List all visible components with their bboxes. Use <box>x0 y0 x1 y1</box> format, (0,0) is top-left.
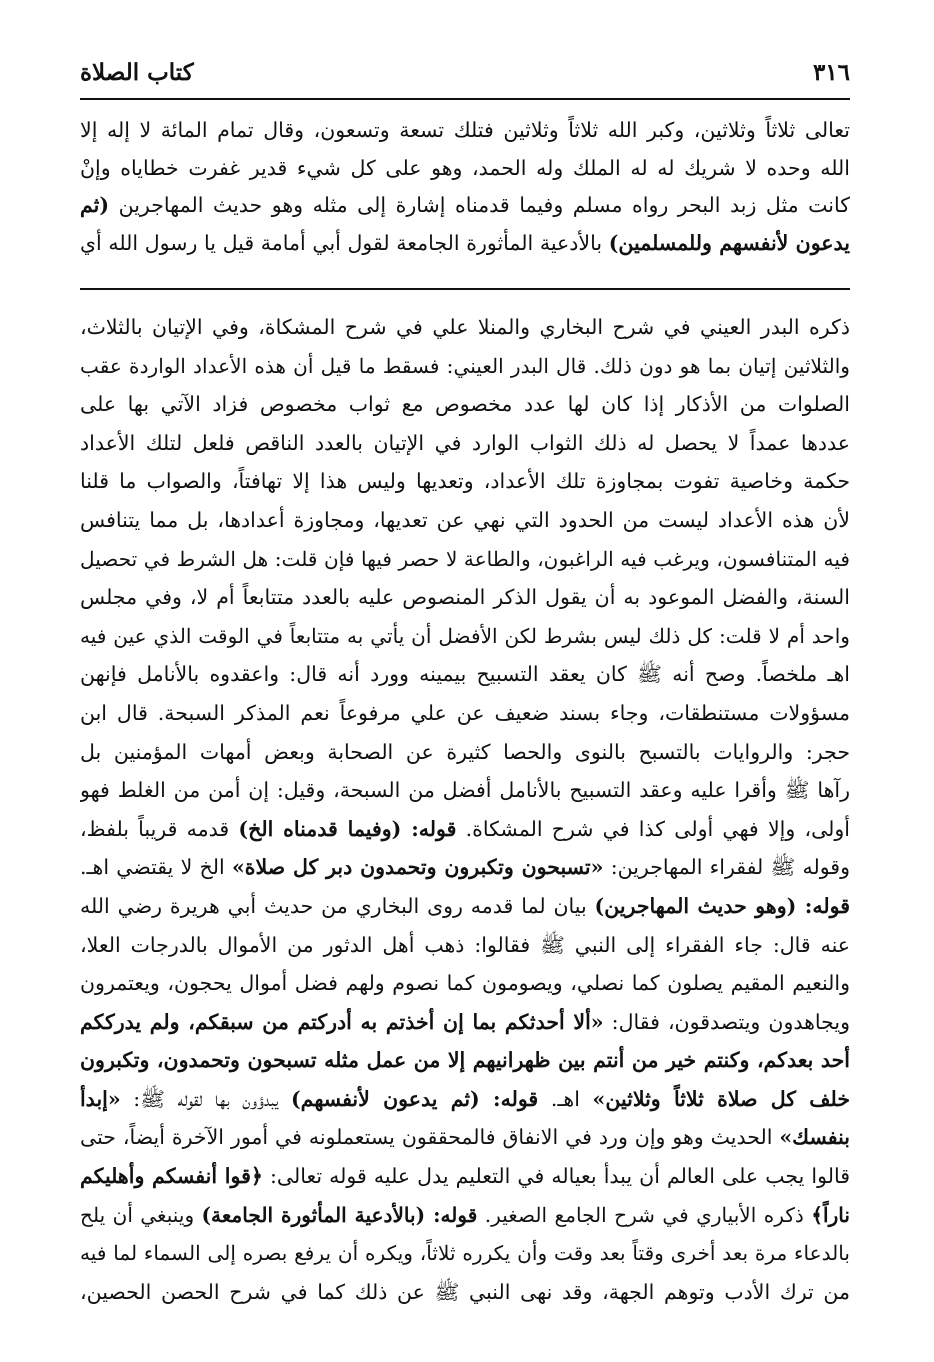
bold-phrase: «تسبحون وتكبرون وتحمدون دبر كل صلاة» <box>231 855 604 880</box>
commentary-line <box>80 926 850 965</box>
commentary-line <box>80 1157 850 1196</box>
text-run: رآها ﷺ وأقرا عليه وعقد التسبيح بالأنامل أفضل من السبحة، وقيل: إن أمن من الغلط فهو <box>80 778 850 803</box>
commentary-line <box>80 1003 850 1042</box>
header-divider <box>80 98 850 100</box>
text-run: تعالى ثلاثاً وثلاثين، وكبر الله ثلاثاً وثلاثين فتلك تسعة وتسعون، وقال تمام المائة لا إله إلا <box>80 118 850 142</box>
bold-phrase: قوله: (وهو حديث المهاجرين) <box>594 893 850 918</box>
bold-phrase: «إبدأ <box>80 1086 121 1111</box>
main-text-line <box>80 187 850 225</box>
commentary-line <box>80 501 850 540</box>
commentary-line <box>80 1080 850 1119</box>
main-text-line <box>80 150 850 188</box>
commentary-line <box>80 1273 850 1312</box>
text-run: كانت مثل زبد البحر رواه مسلم وفيما قدمناه إشارة إلى مثله وهو حديث المهاجرين <box>109 193 850 217</box>
bold-phrase: قوله: (بالأدعية المأثورة الجامعة) <box>201 1202 478 1227</box>
main-text <box>80 112 850 262</box>
text-run: والثلاثين إتيان بما هو دون ذلك. قال البدر العيني: فسقط ما قيل أن هذه الأعداد الواردة عقب <box>80 353 850 378</box>
text-run: مسؤولات مستنطقات، وجاء بسند ضعيف عن علي مرفوعاً نعم المذكر السبحة. قال ابن <box>80 700 850 725</box>
text-run: بيان لما قدمه روى البخاري من حديث أبي هريرة رضي الله <box>80 893 595 918</box>
text-run: والنعيم المقيم يصلون كما نصلي، ويصومون كما نصوم ولهم فضل أموال يحجون، ويعتمرون <box>80 971 850 996</box>
commentary-line <box>80 655 850 694</box>
text-run: الحديث وهو وإن ورد في الانفاق فالمحققون يستعملونه في أمور الآخرة أيضاً، حتى <box>80 1125 780 1150</box>
text-run: وينبغي أن يلح <box>80 1202 202 1227</box>
commentary-line <box>80 1041 850 1080</box>
text-run: حكمة وخاصية تفوت بمجاوزة تلك الأعداد، وتعديها وليس هذا إلا تهافتاً، والصواب ما قلنا <box>80 469 850 494</box>
commentary-line <box>80 733 850 772</box>
bold-phrase: «ألا أحدثكم بما إن أخذتم به أدركتم من سبقكم، ولم يدرككم <box>80 1009 604 1034</box>
commentary-line <box>80 887 850 926</box>
text-run: من ترك الأدب وتوهم الجهة، وقد نهى النبي ﷺ عن ذلك كما في شرح الحصن الحصين، <box>80 1279 850 1304</box>
commentary-line <box>80 308 850 347</box>
bold-phrase: بنفسك» <box>779 1125 850 1150</box>
bold-phrase: قوله: (وفيما قدمناه الخ) <box>238 816 457 841</box>
text-run: لأن هذه الأعداد ليست من الحدود التي نهي عن تعديها، ومجاوزة أعدادها، بل مما يتنافس <box>80 507 850 532</box>
text-run: بالأدعية المأثورة الجامعة لقول أبي أمامة قيل يا رسول الله أي <box>80 230 609 255</box>
commentary-line <box>80 578 850 617</box>
commentary-line <box>80 424 850 463</box>
bold-phrase: يدعون لأنفسهم وللمسلمين) <box>608 230 850 255</box>
main-text-line <box>80 112 850 150</box>
bold-phrase: قوله: (ثم يدعون لأنفسهم) <box>290 1086 539 1111</box>
text-run: يبدؤون بها لقوله ﷺ: <box>120 1086 291 1111</box>
text-run: واحد أم لا قلت: كل ذلك ليس بشرط لكن الأفضل أن يأتي به متتابعاً في الوقت الذي عين فيه <box>80 623 850 648</box>
text-run: وقوله ﷺ لفقراء المهاجرين: <box>603 855 850 880</box>
commentary-line <box>80 1118 850 1157</box>
commentary-line <box>80 617 850 656</box>
commentary-divider <box>80 288 850 290</box>
commentary-line <box>80 1196 850 1235</box>
bold-phrase: ناراً﴾ <box>811 1202 850 1227</box>
commentary-line <box>80 462 850 501</box>
commentary-line <box>80 540 850 579</box>
page-header <box>80 52 850 92</box>
commentary-text <box>80 308 850 1311</box>
commentary-line <box>80 964 850 1003</box>
commentary-line <box>80 848 850 887</box>
text-run: قالوا يجب على العالم أن يبدأ بعياله في التعليم يدل عليه قوله تعالى: <box>262 1164 850 1189</box>
text-run: عددها عمداً لا يحصل له ذلك الثواب الوارد في الإتيان بالعدد الناقص فلعل لتلك الأعداد <box>80 430 850 455</box>
text-run: فيه المتنافسون، ويرغب فيه الراغبون، والطاعة لا حصر فيها فإن قلت: هل الشرط في تحصيل <box>80 546 850 571</box>
commentary-line <box>80 1234 850 1273</box>
text-run: الله وحده لا شريك له له الملك وله الحمد، وهو على كل شيء قدير غفرت خطاياه وإنْ <box>80 155 850 180</box>
text-run: حجر: والروايات بالتسبح بالنوى والحصا كثيرة عن الصحابة وبعض أمهات المؤمنين بل <box>80 739 850 764</box>
text-run: اهـ. <box>538 1086 593 1111</box>
text-run: عنه قال: جاء الفقراء إلى النبي ﷺ فقالوا: ذهب أهل الدثور من الأموال بالدرجات العلا، <box>80 932 850 957</box>
text-run: بالدعاء مرة بعد أخرى وقتاً بعد وقت وأن يكرره ثلاثاً، ويكره أن يرفع بصره إلى السماء لما فيه <box>80 1241 850 1266</box>
text-run: الصلوات من الأذكار إذا كان لها عدد مخصوص مع ثواب مخصوص فزاد الآتي بها على <box>80 392 850 417</box>
running-title: كتاب الصلاة <box>80 58 194 86</box>
commentary-line <box>80 347 850 386</box>
text-run: ويجاهدون ويتصدقون، فقال: <box>603 1009 850 1034</box>
text-run: الخ لا يقتضي اهـ. <box>80 855 232 880</box>
main-text-line <box>80 225 850 263</box>
page-number: ٣١٦ <box>812 58 850 86</box>
text-run: أولى، وإلا فهي أولى كذا في شرح المشكاة. <box>456 816 850 841</box>
commentary-line <box>80 771 850 810</box>
commentary-line <box>80 385 850 424</box>
commentary-line <box>80 810 850 849</box>
bold-phrase: خلف كل صلاة ثلاثاً وثلاثين» <box>592 1086 850 1111</box>
text-run: ذكره البدر العيني في شرح البخاري والمنلا علي في شرح المشكاة، وفي الإتيان بالثلاث، <box>80 315 850 339</box>
commentary-line <box>80 694 850 733</box>
text-run: اهـ ملخصاً. وصح أنه ﷺ كان يعقد التسبيح بيمينه وورد أنه قال: واعقدوه بالأنامل فإنهن <box>80 662 850 687</box>
text-run: قدمه قريباً بلفظ، <box>80 816 239 841</box>
bold-phrase: (ثم <box>80 193 110 217</box>
text-run: السنة، والفضل الموعود به أن يقول الذكر المنصوص عليه بالعدد متتابعاً أم لا، وفي مجلس <box>80 585 850 610</box>
bold-phrase: أحد بعدكم، وكنتم خير من أنتم بين ظهرانيهم إلا من عمل مثله تسبحون وتحمدون، وتكبرون <box>80 1048 850 1073</box>
bold-phrase: ﴿قوا أنفسكم وأهليكم <box>80 1164 263 1189</box>
text-run: ذكره الأبياري في شرح الجامع الصغير. <box>477 1202 812 1227</box>
